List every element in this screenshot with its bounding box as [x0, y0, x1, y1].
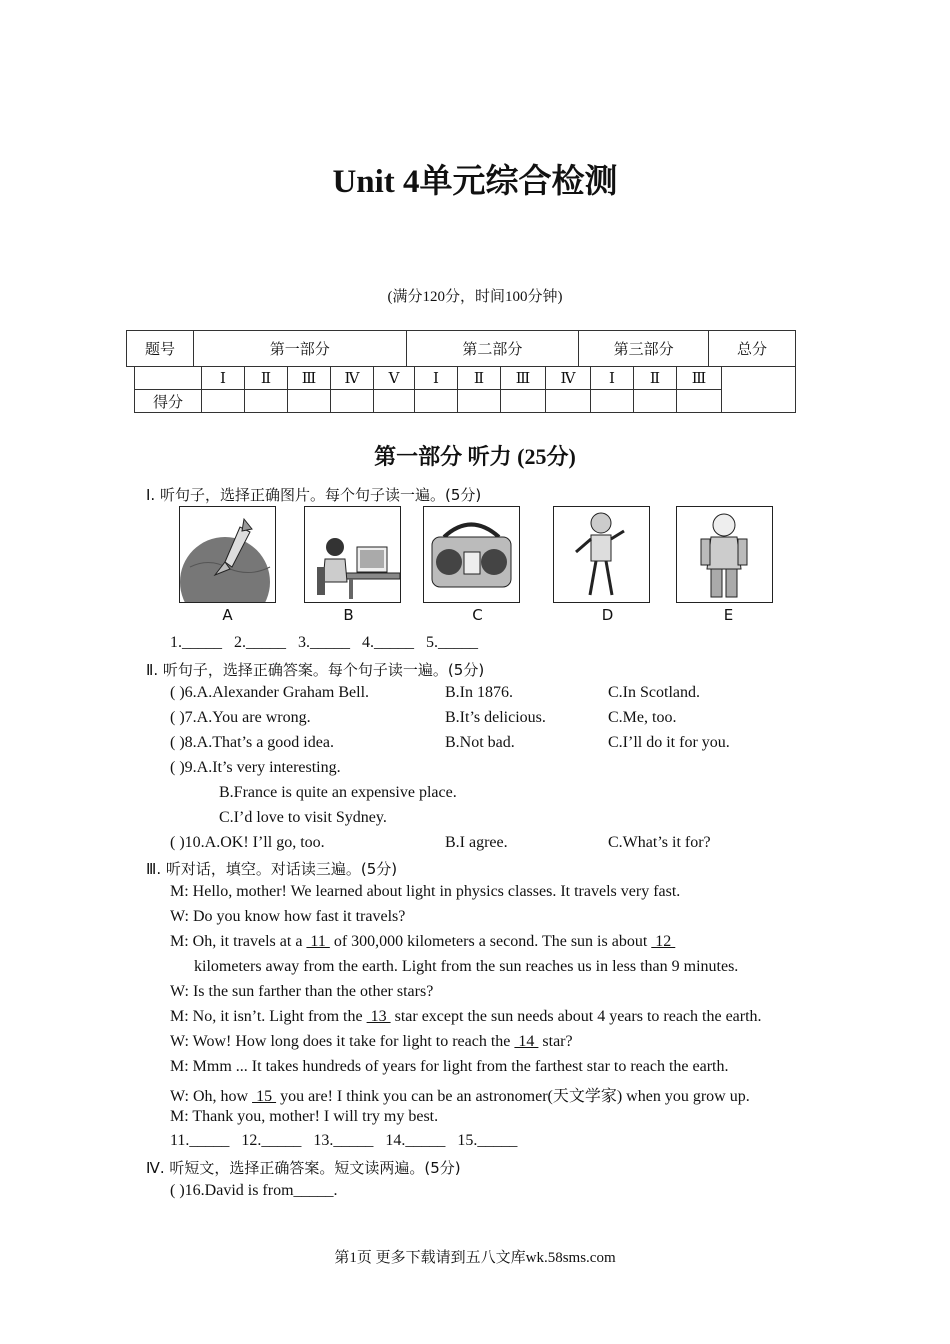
q9-option-c: C.I’d love to visit Sydney. — [219, 809, 387, 826]
rocket-globe-icon — [179, 506, 276, 603]
q3-heading: Ⅲ. 听对话，填空。对话读三遍。(5分) — [146, 860, 398, 878]
person-computer-icon — [304, 506, 401, 603]
score-input-cell[interactable] — [501, 390, 546, 413]
q9-option-a: ( )9.A.It’s very interesting. — [170, 759, 341, 776]
score-input-cell[interactable] — [415, 390, 458, 413]
roman-cell: Ⅰ — [591, 367, 634, 390]
score-table-body — [134, 366, 796, 413]
dialogue-line: M: No, it isn’t. Light from the 13 star except the sun needs about 4 years to reach the earth. — [170, 1008, 762, 1025]
blank-15[interactable]: 15 — [252, 1088, 277, 1105]
q7-option-c: C.Me, too. — [608, 709, 677, 726]
total-score-cell[interactable] — [722, 367, 796, 413]
q9-option-b: B.France is quite an expensive place. — [219, 784, 457, 801]
dialogue-line: M: Mmm ... It takes hundreds of years for light from the farthest star to reach the earth. — [170, 1058, 729, 1075]
blank-12[interactable]: 12 — [651, 933, 676, 950]
blank-11[interactable]: 11 — [306, 933, 330, 950]
pic-label-a: A — [222, 606, 233, 624]
roman-cell: Ⅳ — [331, 367, 374, 390]
score-input-cell[interactable] — [374, 390, 415, 413]
q8-option-c: C.I’ll do it for you. — [608, 734, 730, 751]
tihao-cell: 题号 — [127, 331, 194, 367]
q10-option-a: ( )10.A.OK! I’ll go, too. — [170, 834, 325, 851]
pic-label-c: C — [472, 606, 483, 624]
dialogue-line: W: Do you know how fast it travels? — [170, 908, 406, 925]
robot-icon — [553, 506, 650, 603]
blank-14[interactable]: 14 — [514, 1033, 539, 1050]
roman-cell: Ⅰ — [202, 367, 245, 390]
score-table-header — [126, 330, 796, 367]
q1-answer-blanks[interactable]: 1._____ 2._____ 3._____ 4._____ 5._____ — [170, 634, 478, 651]
total-cell: 总分 — [709, 331, 796, 367]
roman-cell: Ⅲ — [677, 367, 722, 390]
q7-option-a: ( )7.A.You are wrong. — [170, 709, 311, 726]
page-footer: 第1页 更多下载请到五八文库wk.58sms.com — [334, 1250, 616, 1266]
q8-option-a: ( )8.A.That’s a good idea. — [170, 734, 334, 751]
part1-cell: 第一部分 — [193, 331, 406, 367]
blank-13[interactable]: 13 — [366, 1008, 391, 1025]
dialogue-line: kilometers away from the earth. Light from the sun reaches us in less than 9 minutes. — [194, 958, 739, 975]
roman-cell: Ⅳ — [546, 367, 591, 390]
part3-cell: 第三部分 — [579, 331, 709, 367]
score-input-cell[interactable] — [202, 390, 245, 413]
q6-option-b: B.In 1876. — [445, 684, 513, 701]
q16-question: ( )16.David is from_____. — [170, 1182, 338, 1199]
dialogue-line: W: Is the sun farther than the other stars? — [170, 983, 434, 1000]
roman-cell: Ⅱ — [458, 367, 501, 390]
q6-option-a: ( )6.A.Alexander Graham Bell. — [170, 684, 370, 701]
q6-option-c: C.In Scotland. — [608, 684, 700, 701]
exam-info: (满分120分，时间100分钟) — [387, 289, 563, 305]
q2-heading: Ⅱ. 听句子，选择正确答案。每个句子读一遍。(5分) — [146, 661, 485, 679]
pic-label-d: D — [601, 606, 614, 624]
roman-cell: Ⅲ — [501, 367, 546, 390]
dialogue-line: W: Oh, how 15 you are! I think you can be an astronomer(天文学家) when you grow up. — [170, 1088, 750, 1105]
dialogue-line: M: Hello, mother! We learned about light in physics classes. It travels very fast. — [170, 883, 681, 900]
q4-heading: Ⅳ. 听短文，选择正确答案。短文读两遍。(5分) — [146, 1159, 461, 1177]
score-input-cell[interactable] — [591, 390, 634, 413]
q1-heading: Ⅰ. 听句子，选择正确图片。每个句子读一遍。(5分) — [146, 486, 482, 504]
page-title: Unit 4单元综合检测 — [332, 164, 618, 200]
score-input-cell[interactable] — [331, 390, 374, 413]
dialogue-line: M: Oh, it travels at a 11 of 300,000 kilometers a second. The sun is about 12 — [170, 933, 676, 950]
defen-cell: 得分 — [135, 390, 202, 413]
q3-answer-blanks[interactable]: 11._____ 12._____ 13._____ 14._____ 15._____ — [170, 1132, 518, 1149]
astronaut-icon — [676, 506, 773, 603]
score-input-cell[interactable] — [458, 390, 501, 413]
q10-option-b: B.I agree. — [445, 834, 508, 851]
q7-option-b: B.It’s delicious. — [445, 709, 546, 726]
score-input-cell[interactable] — [546, 390, 591, 413]
roman-cell: Ⅱ — [634, 367, 677, 390]
score-input-cell[interactable] — [677, 390, 722, 413]
roman-cell: Ⅴ — [374, 367, 415, 390]
score-input-cell[interactable] — [288, 390, 331, 413]
dialogue-line: M: Thank you, mother! I will try my best. — [170, 1108, 439, 1125]
roman-cell: Ⅱ — [245, 367, 288, 390]
roman-cell: Ⅰ — [415, 367, 458, 390]
radio-icon — [423, 506, 520, 603]
dialogue-line: W: Wow! How long does it take for light to reach the 14 star? — [170, 1033, 573, 1050]
score-input-cell[interactable] — [245, 390, 288, 413]
pic-label-e: E — [723, 606, 734, 624]
score-input-cell[interactable] — [634, 390, 677, 413]
part2-cell: 第二部分 — [406, 331, 579, 367]
pic-label-b: B — [343, 606, 354, 624]
section1-title: 第一部分 听力 (25分) — [374, 444, 576, 469]
q8-option-b: B.Not bad. — [445, 734, 515, 751]
q10-option-c: C.What’s it for? — [608, 834, 711, 851]
roman-cell: Ⅲ — [288, 367, 331, 390]
